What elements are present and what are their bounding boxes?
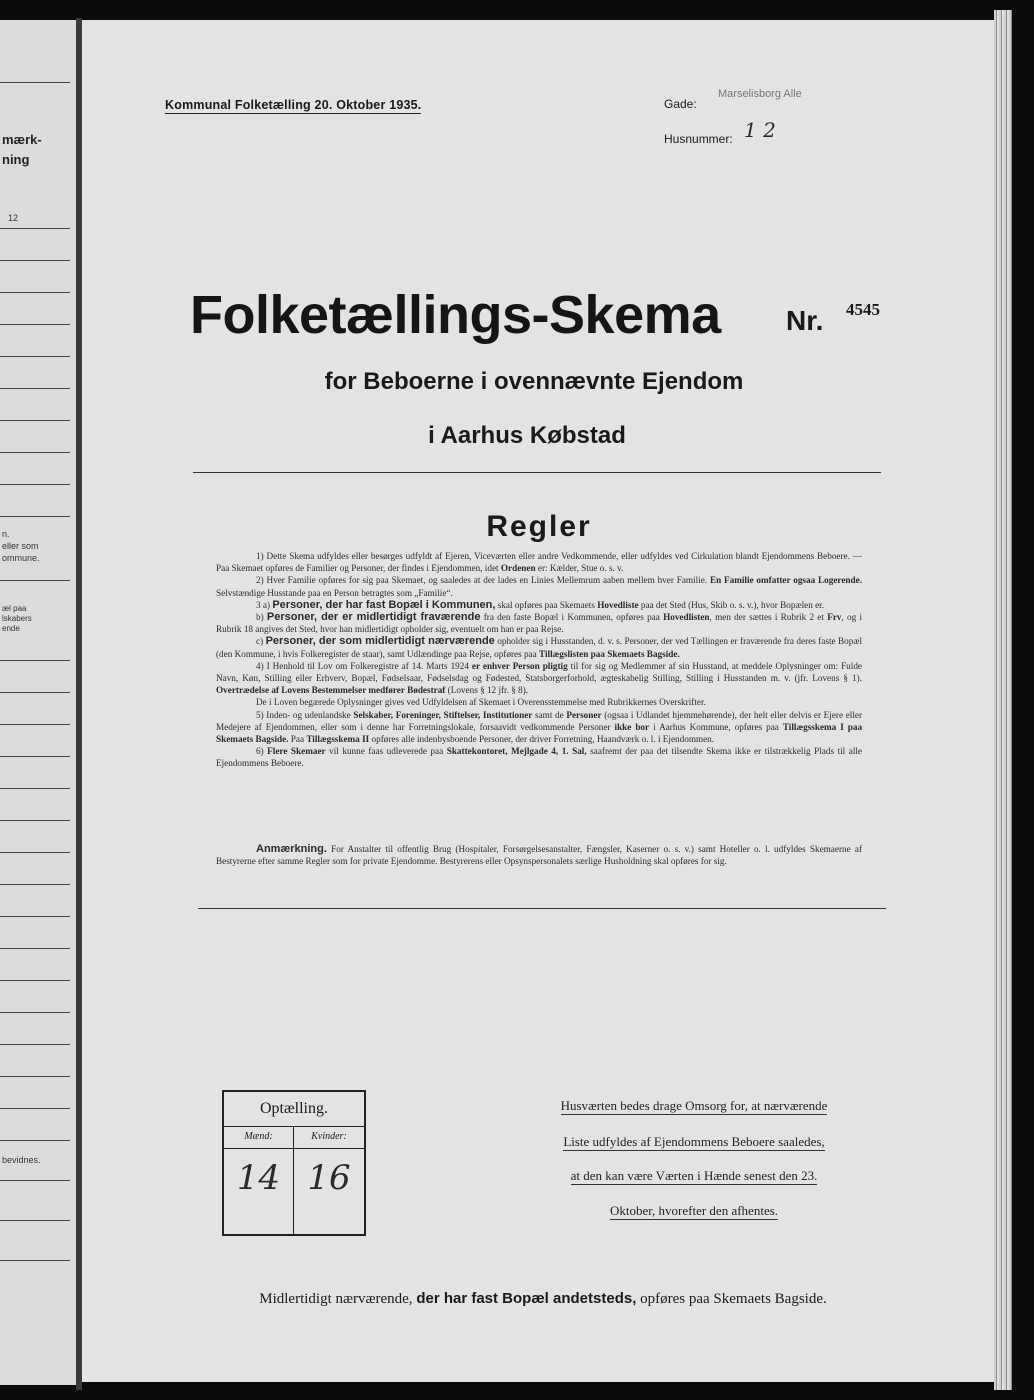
rule-5: 5) Inden- og udenlandske Selskaber, Foreninger, Stiftelser, Institutioner samt de Personer (ogsaa i Udlandet hjemmehørende), der helt eller delvis er Ejere eller Medejere af Ejendommen, eller som i denne har Forretningslokale, forsaavidt vedkommende Personer ikke bor i Aarhus Kommune, opføres paa Tillægsskema I paa Skemaets Bagside. Paa Tillægsskema II opføres alle indenbysboende Personer, der driver Forretning, Haandværk o. l. i Ejendommen.	[216, 709, 863, 745]
left-page-text: bevidnes.	[2, 1155, 41, 1165]
count-box	[222, 1090, 366, 1236]
form-number-value: 4545	[846, 300, 880, 319]
remark-note	[216, 843, 862, 867]
divider	[193, 472, 881, 473]
left-page-text: mærk-	[2, 132, 42, 147]
count-women-value: 16	[307, 1158, 351, 1198]
left-page-rule	[0, 82, 70, 83]
rule-3c: c) Personer, der som midlertidigt nærværende opholder sig i Husstanden, d. v. s. Personer, der ved Tællingen er fraværende fra deres faste Bopæl (den Kommune, i hvis Folkeregister de staar), samt Udlændinge paa Rejse, opføres paa Tillægslisten paa Skemaets Bagside.	[216, 635, 863, 659]
divider	[198, 908, 886, 909]
street-label: Gade:	[664, 97, 697, 111]
form-subtitle: for Beboerne i ovennævnte Ejendom	[324, 368, 744, 395]
remark-heading: Anmærkning.	[256, 843, 327, 855]
instruction-line: Husværten bedes drage Omsorg for, at nærværende	[560, 1098, 828, 1113]
instruction-line: at den kan være Værten i Hænde senest den 23.	[570, 1168, 818, 1183]
left-page-text: 12	[8, 213, 19, 223]
left-page-text: ning	[2, 152, 30, 167]
count-men-label: Mænd:	[224, 1126, 294, 1149]
left-facing-page	[0, 20, 76, 1385]
street-value: Marselisborg Alle	[718, 88, 802, 100]
page-stack-edge	[994, 10, 1012, 1390]
rule-3a: 3 a) Personer, der har fast Bopæl i Kommunen, skal opføres paa Skemaets Hovedliste paa det Sted (Hus, Skib o. s. v.), hvor Bopælen er.	[256, 598, 825, 611]
rule-1: 1) Dette Skema udfyldes eller besørges udfyldt af Ejeren, Viceværten eller andre Vedkommende, eller udfyldes ved Cirkulation blandt Ejendommens Beboere. — Paa Skemaet opføres de Familier og Personer, der findes i Ejendommen, idet Ordenen er: Kælder, Stue o. s. v.	[216, 551, 862, 574]
rule-6: 6) Flere Skemaer vil kunne faas udleverede paa Skattekontoret, Mejlgade 4, 1. Sal, saafremt der paa det tilsendte Skema ikke er tilstrækkelig Plads til alle Ejendommens Beboere.	[216, 746, 863, 769]
count-women-label: Kvinder:	[294, 1126, 364, 1149]
left-page-text: lskabers	[2, 614, 32, 623]
rule-4: 4) I Henhold til Lov om Folkeregistre af 14. Marts 1924 er enhver Person pligtig til for sig og Medlemmer af sin Husstand, at meddele Oplysninger om: Fulde Navn, Køn, Stilling eller Erhverv, Bopæl, Fødselsaar, Fødselsdag og Fødested, Statsborgerforhold, ægteskabelig Stilling, Stilling i Husstanden m. v. (jfr. Lovens § 1). Overtrædelse af Lovens Bestemmelser medfører Bødestraf (Lovens § 12 jfr. § 8).	[216, 660, 863, 696]
census-header: Kommunal Folketælling 20. Oktober 1935.	[165, 98, 422, 112]
form-number-label: Nr.	[786, 305, 824, 336]
count-title: Optælling.	[224, 1092, 364, 1127]
count-men-value: 14	[236, 1158, 281, 1198]
rule-2: 2) Hver Familie opføres for sig paa Skemaet, og saaledes at der lades en Linies Mellemrum aaben mellem hver Familie. En Familie omfatter ogsaa Logerende. Selvstændige Husstande paa en Person betragtes som „Familie“.	[216, 575, 862, 598]
house-number-label: Husnummer:	[664, 132, 733, 146]
left-page-text: æl paa	[2, 604, 27, 613]
remark-text: For Anstalter til offentlig Brug (Hospitaler, Forsørgelsesanstalter, Fængsler, Kaserner o. s. v.) samt Hoteller o. l. udfyldes Skemaerne af Bestyrerne efter samme Regler som for private Ejendomme. Bestyrerens eller Opsynspersonalets særlige Husholdning skal opføres for sig.	[216, 844, 863, 867]
left-page-text: ende	[2, 624, 20, 633]
form-subtitle-city: i Aarhus Købstad	[428, 422, 626, 449]
left-page-text: ommune.	[2, 553, 40, 563]
rule-4b: De i Loven begærede Oplysninger gives ved Udfyldelsen af Skemaet i Overensstemmelse med Rubrikkernes Overskrifter.	[256, 697, 706, 708]
instruction-line: Liste udfyldes af Ejendommens Beboere saaledes,	[563, 1134, 825, 1149]
left-page-text: n.	[2, 529, 10, 539]
footer-note: Midlertidigt nærværende, der har fast Bopæl andetsteds, opføres paa Skemaets Bagside.	[259, 1290, 827, 1307]
form-title: Folketællings-Skema	[190, 285, 721, 345]
rules-heading: Regler	[486, 510, 592, 543]
instruction-line: Oktober, hvorefter den afhentes.	[609, 1203, 779, 1218]
left-page-rule	[0, 228, 70, 229]
rule-3b: b) Personer, der er midlertidigt fraværende fra den faste Bopæl i Kommunen, opføres paa Hovedlisten, men der sættes i Rubrik 2 et Frv, og i Rubrik 18 angives det Sted, hvor han midlertidigt opholder sig, eventuelt om han er paa Rejse.	[216, 611, 863, 635]
left-page-text: eller som	[2, 541, 39, 551]
house-number-value: 1 2	[744, 118, 776, 142]
rules-body	[216, 550, 862, 770]
